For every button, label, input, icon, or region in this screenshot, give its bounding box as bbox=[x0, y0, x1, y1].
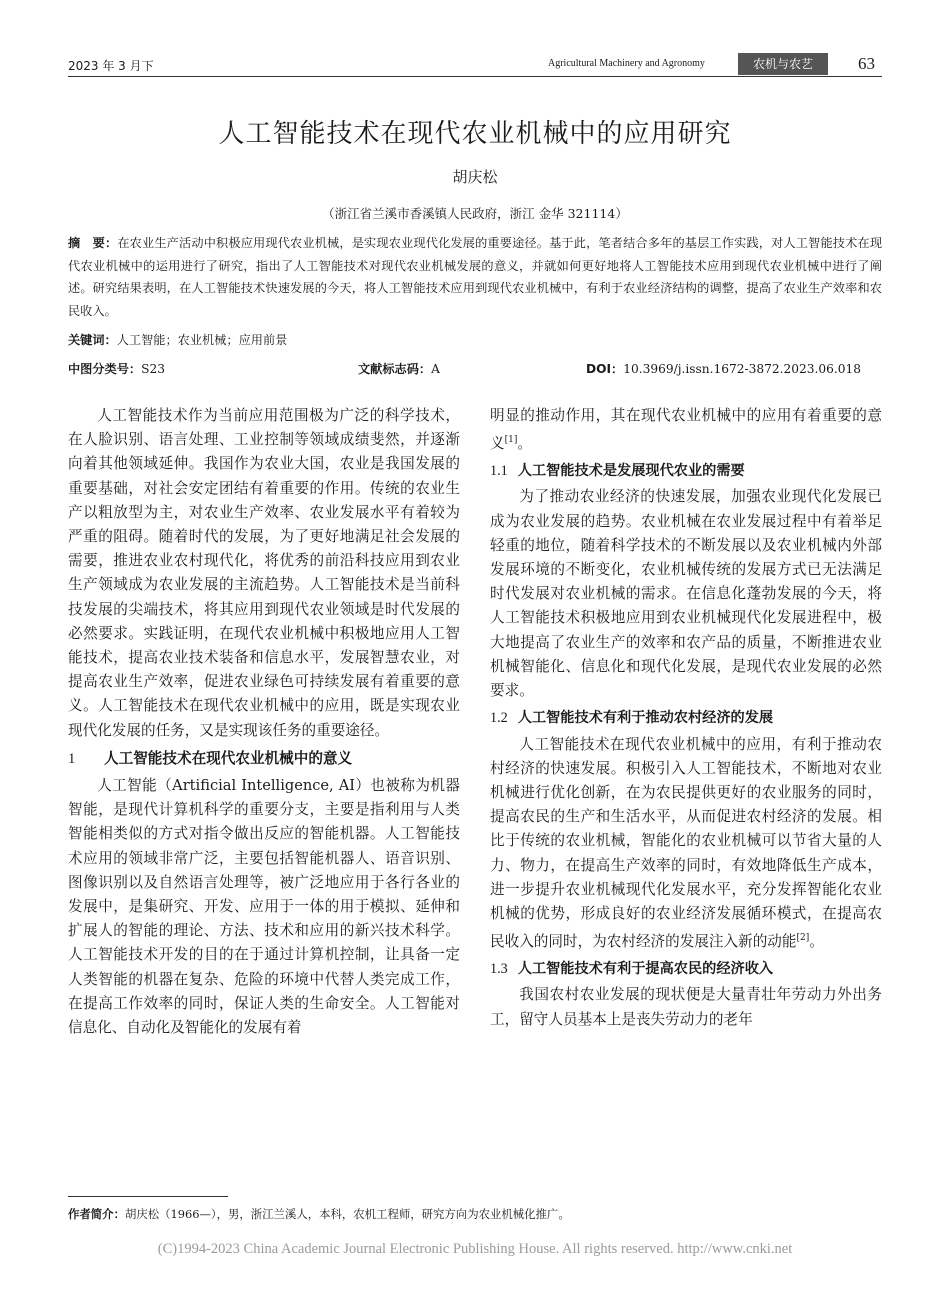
page-number: 63 bbox=[858, 54, 875, 73]
keywords bbox=[68, 331, 287, 348]
document-code bbox=[358, 360, 440, 377]
keywords-text: 人工智能；农业机械；应用前景 bbox=[116, 333, 288, 347]
document-code-value: A bbox=[431, 362, 440, 376]
author-bio-footnote bbox=[68, 1206, 570, 1222]
abstract-text: 在农业生产活动中积极应用现代农业机械，是实现农业现代化发展的重要途径。基于此，笔者结合多年的基层工作实践，对人工智能技术在现代农业机械中的运用进行了研究，指出了人工智能技术对现代农业机械发展的意义，并就如何更好地将人工智能技术应用到现代农业机械中进行了阐述。研究结果表明，在人工智能技术快速发展的今天，将人工智能技术应用到现代农业机械中，有利于农业经济结构的调整，提高了农业生产效率和农民收入。 bbox=[68, 236, 883, 318]
doi bbox=[586, 360, 861, 377]
section-1-3-paragraph: 我国农村农业发展的现状便是大量青壮年劳动力外出务工，留守人员基本上是丧失劳动力的老年 bbox=[490, 986, 882, 1028]
section-1-heading bbox=[68, 747, 460, 771]
section-1-2-title: 人工智能技术有利于推动农村经济的发展 bbox=[517, 710, 774, 727]
body-column-left bbox=[68, 404, 460, 1040]
section-1-2-end-punct: 。 bbox=[809, 932, 824, 950]
journal-name-english: Agricultural Machinery and Agronomy bbox=[548, 58, 705, 69]
section-1-number: 1 bbox=[68, 750, 76, 767]
doi-label: DOI： bbox=[586, 362, 624, 376]
classification-number bbox=[68, 360, 165, 377]
section-1-2-text: 人工智能技术在现代农业机械中的应用，有利于推动农村经济的快速发展。积极引入人工智能技术，不断地对农业机械进行优化创新，在为农民提供更好的农业服务的同时，提高农民的生产和生活水平，从而促进农村经济的发展。相比于传统的农业机械，智能化的农业机械可以节省大量的人力、物力，在提高生产效率的同时，有效地降低生产成本，进一步提升农业机械现代化发展水平，充分发挥智能化农业机械的优势，形成良好的农业经济发展循环模式，在提高农民收入的同时，为农村经济的发展注入新的动能 bbox=[490, 735, 882, 950]
citation-1: [1] bbox=[504, 435, 518, 446]
doi-value: 10.3969/j.issn.1672-3872.2023.06.018 bbox=[623, 362, 862, 376]
section-1-end-punct: 。 bbox=[517, 435, 532, 453]
section-1-1-heading bbox=[490, 459, 882, 483]
section-1-title: 人工智能技术在现代农业机械中的意义 bbox=[104, 749, 353, 767]
keywords-label: 关键词： bbox=[68, 333, 117, 347]
footnote-divider bbox=[68, 1196, 228, 1197]
abstract-label: 摘 要： bbox=[68, 236, 118, 250]
article-title: 人工智能技术在现代农业机械中的应用研究 bbox=[218, 119, 732, 149]
journal-name-badge: 农机与农艺 bbox=[738, 53, 828, 75]
section-1-2-paragraph bbox=[490, 733, 882, 955]
section-1-2-heading bbox=[490, 706, 882, 730]
section-1-3-title: 人工智能技术有利于提高农民的经济收入 bbox=[517, 961, 774, 978]
copyright-notice: (C)1994-2023 China Academic Journal Electronic Publishing House. All rights reserved. http://www.cnki.net bbox=[157, 1241, 793, 1257]
section-1-1-title: 人工智能技术是发展现代农业的需要 bbox=[517, 463, 745, 480]
classification-value: S23 bbox=[141, 362, 165, 376]
section-1-paragraph: 人工智能（Artificial Intelligence, AI）也被称为机器智能，是现代计算机科学的重要分支，主要是指利用与人类智能相类似的方式对指令做出反应的智能机器。人工智能技术应用的领域非常广泛，主要包括智能机器人、语音识别、图像识别以及自然语言处理等，被广泛地应用于各行各业的发展中，是集研究、开发、应用于一体的用于模拟、延伸和扩展人的智能的理论、方法、技术和应用的新兴技术科学。人工智能技术开发的目的在于通过计算机控制，让具备一定人类智能的机器在复杂、危险的环境中代替人类完成工作，在提高工作效率的同时，保证人类的生命安全。人工智能对信息化、自动化及智能化的发展有着 bbox=[68, 777, 460, 1037]
section-1-1-number: 1.1 bbox=[490, 463, 508, 480]
abstract bbox=[68, 232, 882, 322]
section-1-continued-text: 明显的推动作用，其在现代农业机械中的应用有着重要的意义 bbox=[490, 407, 882, 453]
section-1-2-number: 1.2 bbox=[490, 710, 508, 727]
document-code-label: 文献标志码： bbox=[358, 362, 432, 376]
author-affiliation: （浙江省兰溪市香溪镇人民政府，浙江 金华 321114） bbox=[322, 206, 628, 221]
classification-label: 中图分类号： bbox=[68, 362, 142, 376]
header-divider bbox=[68, 76, 882, 77]
issue-date: 2023 年 3 月下 bbox=[68, 59, 154, 73]
body-column-right bbox=[490, 404, 882, 1032]
section-1-1-paragraph: 为了推动农业经济的快速发展，加强农业现代化发展已成为农业发展的趋势。农业机械在农业发展过程中有着举足轻重的地位，随着科学技术的不断发展以及农业机械内外部发展环境的不断变化，农业机械传统的发展方式已无法满足时代发展对农业机械的需求。在信息化蓬勃发展的今天，将人工智能技术积极地应用到农业机械现代化发展进程中，极大地提高了农业生产的效率和农产品的质量，不断推进农业机械智能化、信息化和现代化发展，是现代农业发展的必然要求。 bbox=[490, 488, 882, 700]
section-1-3-number: 1.3 bbox=[490, 961, 508, 978]
citation-2: [2] bbox=[796, 933, 810, 944]
author-bio-text: 胡庆松（1966—），男，浙江兰溪人，本科，农机工程师，研究方向为农业机械化推广。 bbox=[124, 1207, 570, 1221]
intro-paragraph: 人工智能技术作为当前应用范围极为广泛的科学技术，在人脸识别、语言处理、工业控制等领域成绩斐然，并逐渐向着其他领域延伸。我国作为农业大国，农业是我国发展的重要基础，对社会安定团结有着重要的作用。传统的农业生产以粗放型为主，对农业生产效率、农业发展水平有着较为严重的阻碍。随着时代的发展，为了更好地满足社会发展的需要，推进农业农村现代化，将优秀的前沿科技应用到农业生产领域成为农业发展的主流趋势。人工智能技术是当前科技发展的尖端技术，将其应用到现代农业领域是时代发展的必然要求。实践证明，在现代农业机械中积极地应用人工智能技术，提高农业技术装备和信息水平，发展智慧农业，对提高农业生产效率，促进农业绿色可持续发展有着重要的意义。人工智能技术在现代农业机械中的应用，既是实现农业现代化发展的任务，又是实现该任务的重要途径。 bbox=[68, 407, 460, 739]
section-1-3-heading bbox=[490, 957, 882, 981]
section-1-paragraph-continued bbox=[490, 404, 882, 456]
author-name: 胡庆松 bbox=[452, 168, 498, 186]
author-bio-label: 作者简介： bbox=[68, 1207, 125, 1221]
